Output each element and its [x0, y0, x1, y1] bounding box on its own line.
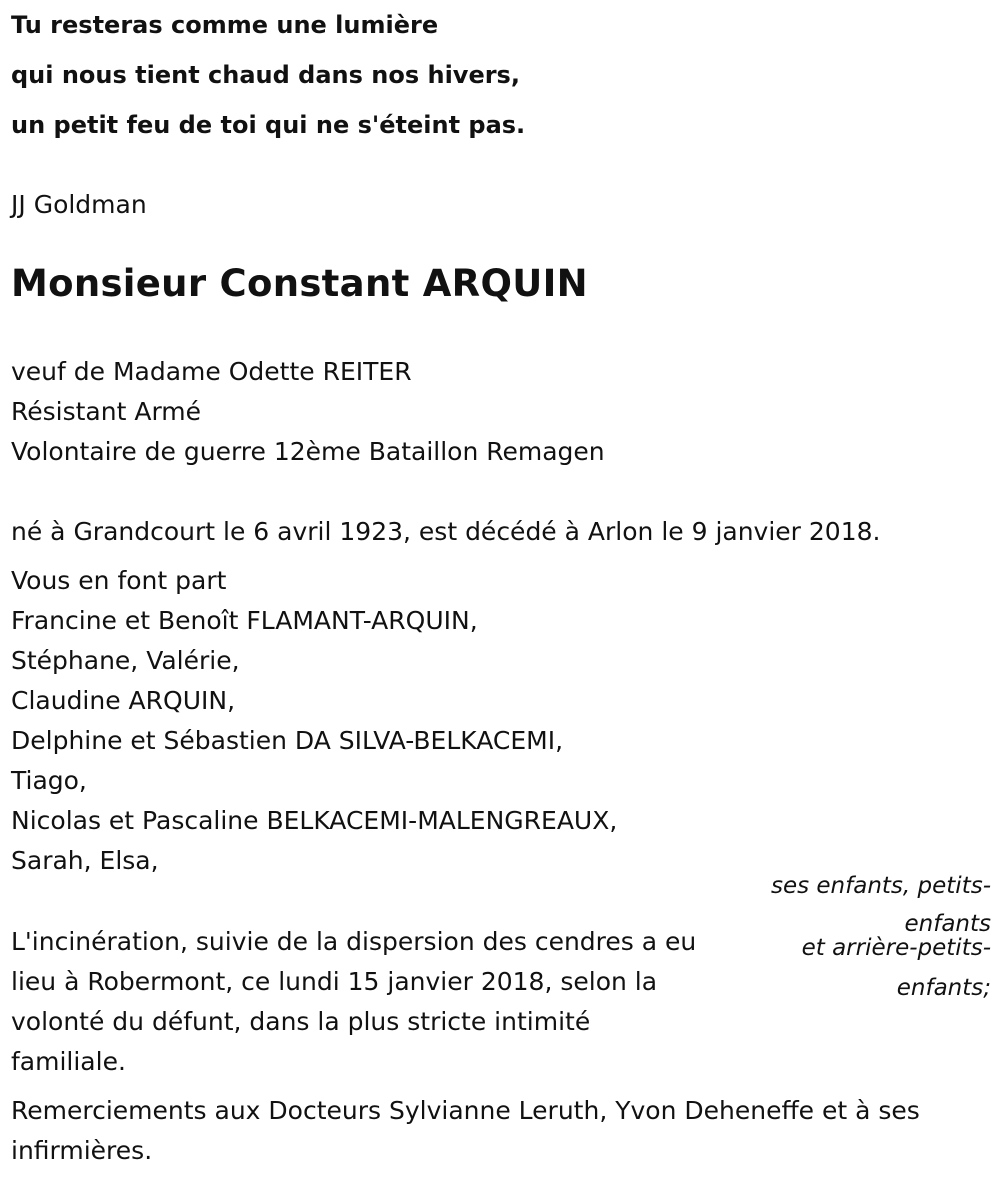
family-line: Francine et Benoît FLAMANT-ARQUIN, — [11, 606, 478, 635]
family-note-line: et arrière-petits- — [801, 935, 991, 961]
family-line: Tiago, — [11, 766, 87, 795]
poem-author: JJ Goldman — [11, 190, 147, 219]
thanks-line: infirmières. — [11, 1136, 153, 1165]
birth-death-line: né à Grandcourt le 6 avril 1923, est décédé à Arlon le 9 janvier 2018. — [11, 517, 881, 546]
family-line: Delphine et Sébastien DA SILVA-BELKACEMI, — [11, 726, 564, 755]
family-line: Sarah, Elsa, — [11, 846, 159, 875]
family-note-line: enfants — [904, 911, 991, 937]
family-line: Stéphane, Valérie, — [11, 646, 240, 675]
family-line: Nicolas et Pascaline BELKACEMI-MALENGREAUX, — [11, 806, 618, 835]
family-line: Vous en font part — [11, 566, 227, 595]
cremation-line: familiale. — [11, 1047, 126, 1076]
family-note-line: ses enfants, petits- — [770, 873, 991, 899]
cremation-line: L'incinération, suivie de la dispersion des cendres a eu — [11, 927, 697, 956]
poem-line-3: un petit feu de toi qui ne s'éteint pas. — [11, 111, 526, 139]
volunteer-line: Volontaire de guerre 12ème Bataillon Remagen — [11, 437, 605, 466]
poem-line-1: Tu resteras comme une lumière — [11, 11, 439, 39]
family-line: Claudine ARQUIN, — [11, 686, 236, 715]
thanks-line: Remerciements aux Docteurs Sylvianne Leruth, Yvon Deheneffe et à ses — [11, 1096, 920, 1125]
deceased-name: Monsieur Constant ARQUIN — [11, 262, 588, 305]
family-note-line: enfants; — [896, 975, 991, 1001]
cremation-line: volonté du défunt, dans la plus stricte intimité — [11, 1007, 591, 1036]
poem-line-2: qui nous tient chaud dans nos hivers, — [11, 61, 520, 89]
widow-line: veuf de Madame Odette REITER — [11, 357, 412, 386]
resistance-line: Résistant Armé — [11, 397, 202, 426]
cremation-line: lieu à Robermont, ce lundi 15 janvier 2018, selon la — [11, 967, 658, 996]
